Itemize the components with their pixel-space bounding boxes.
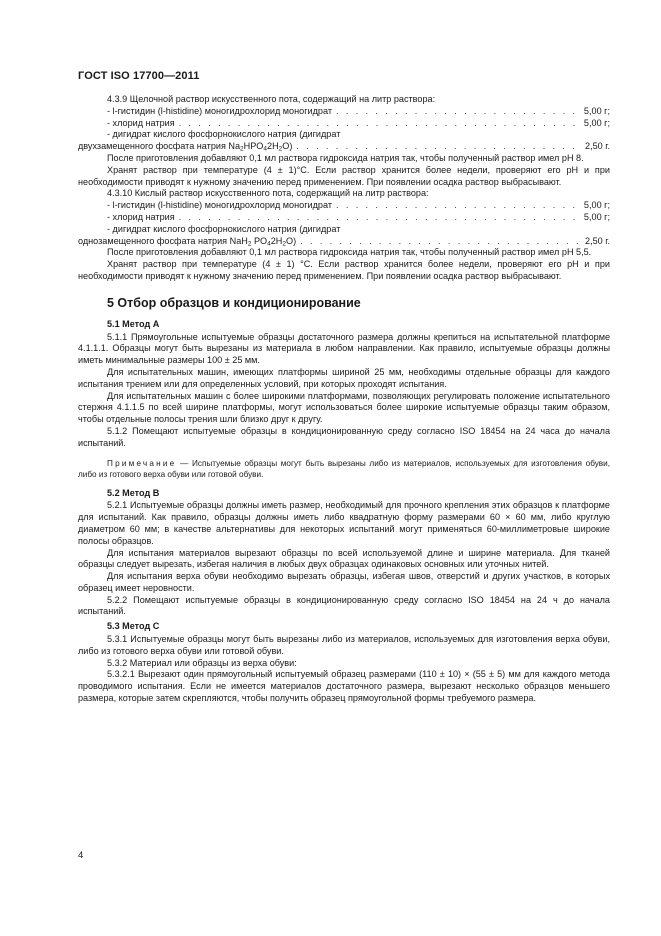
formula-part: O): [286, 235, 297, 246]
section-heading: 5 Отбор образцов и кондиционирование: [107, 295, 361, 310]
document-header: ГОСТ ISO 17700—2011: [78, 70, 200, 82]
leader-dots: [336, 200, 580, 212]
paragraph: Хранят раствор при температуре (4 ± 1)°С. Если раствор хранится более недели, проверяют его pH и при необходимости приводят к нужному значению перед применением. При появлении осадка раствор выбрасывают.: [78, 164, 610, 187]
paragraph: Для испытательных машин с более широкими платформами, позволяющих регулировать положение испытательного стержня 4.1.1.5 по всей ширине платформы, могут использоваться более широкие испытуемые образцы таким образом, чтобы отдельные полосы трения шли близко друг к другу.: [78, 390, 610, 425]
formula-part: однозамещенного фосфата натрия NaH: [78, 235, 248, 246]
note-text: — Испытуемые образцы могут быть вырезаны либо из материалов, используемых для изготовления обуви, либо из готового верха обуви или готовой обуви.: [78, 458, 610, 479]
paragraph: 5.1.1 Прямоугольные испытуемые образцы достаточного размера должны крепиться на испытательной платформе 4.1.1.1. Образцы могут быть вырезаны из материала в любом направлении. Как правило, испытуемые образцы должны иметь минимальные размеры 100 ± 25 мм.: [78, 331, 610, 366]
paragraph: После приготовления добавляют 0,1 мл раствора гидроксида натрия так, чтобы полученный раствор имел pH 8.: [107, 152, 584, 163]
ingredient-value: 5,00 г;: [583, 117, 610, 128]
ingredient-label-continued: [78, 236, 296, 248]
paragraph: Для испытательных машин, имеющих платформы шириной 25 мм, необходимы отдельные образцы для каждого испытания трением или для определенных условий, при которых проходят испытания.: [78, 366, 610, 389]
subsection-heading: 5.1 Метод А: [107, 318, 160, 329]
leader-dots: [336, 106, 580, 118]
ingredient-value: 2,50 г.: [585, 141, 610, 152]
ingredient-label: - хлорид натрия: [107, 211, 175, 222]
subscript: 2: [240, 145, 244, 153]
page-number: 4: [78, 850, 84, 861]
paragraph: После приготовления добавляют 0,1 мл раствора гидроксида натрия так, чтобы полученный раствор имел pH 5,5.: [107, 247, 592, 258]
paragraph: 5.2.2 Помещают испытуемые образцы в кондиционированную среду согласно ISO 18454 на 24 ч до начала испытаний.: [78, 594, 610, 617]
ingredient-label-first-line: - дигидрат кислого фосфорнокислого натрия (дигидрат: [107, 223, 341, 234]
ingredient-value: 2,50 г.: [585, 235, 610, 246]
paragraph: Хранят раствор при температуре (4 ± 1) °С. Если раствор хранится более недели, проверяют его pH и при необходимости приводят к нужному значению перед применением. При появлении осадка раствор выбрасывают.: [78, 259, 610, 281]
ingredient-row: [78, 200, 610, 212]
paragraph: 5.3.1 Испытуемые образцы могут быть вырезаны либо из материалов, используемых для изготовления верха обуви, либо из готового верха обуви или готовой обуви.: [78, 634, 610, 656]
ingredient-value: 5,00 г;: [583, 105, 610, 116]
leader-dots: [300, 236, 581, 248]
ingredient-row: [78, 141, 610, 153]
paragraph: 5.1.2 Помещают испытуемые образцы в кондиционированную среду согласно ISO 18454 на 24 часа до начала испытаний.: [78, 425, 610, 448]
formula-part: HPO: [243, 141, 264, 152]
note-label: Примечание: [107, 458, 177, 468]
ingredient-row: [78, 118, 610, 130]
formula-part: O): [282, 141, 293, 152]
ingredient-label-continued: [78, 141, 292, 153]
ingredient-label-first-line: - дигидрат кислого фосфорнокислого натрия (дигидрат: [107, 129, 341, 140]
document-body: [78, 94, 610, 705]
leader-dots: [296, 141, 581, 153]
paragraph: 5.2.1 Испытуемые образцы должны иметь размер, необходимый для прочного крепления этих образцов к платформе для испытаний. Как правило, образцы должны иметь либо квадратную форму размерами 60 × 60 мм, либо круглую диаметром 60 мм; в качестве альтернативы для некоторых испытаний могут применяться 60-миллиметровые широкие полосы образцов.: [78, 500, 610, 546]
note: [78, 458, 610, 480]
subscript: 4: [263, 145, 268, 153]
subscript: 2: [247, 240, 252, 248]
paragraph: 5.3.2.1 Вырезают один прямоугольный испытуемый образец размерами (110 ± 10) × (55 ± 5) мм для каждого метода проводимого испытания. Если не имеется материалов достаточного размера, вырезают несколько образцов меньшего размера, которые затем скрепляются, чтобы получить образец прямоугольной формы требуемого размера.: [78, 669, 610, 704]
paragraph: 5.3.2 Материал или образцы из верха обуви:: [107, 657, 297, 668]
ingredient-row: [78, 236, 610, 248]
ingredient-label: - l-гистидин (l-histidine) моногидрохлорид моногидрат: [107, 200, 332, 211]
clause-4-3-9-intro: 4.3.9 Щелочной раствор искусственного пота, содержащий на литр раствора:: [107, 94, 436, 104]
subscript: 4: [267, 240, 271, 248]
leader-dots: [179, 212, 580, 224]
ingredient-row: [78, 212, 610, 224]
subsection-heading: 5.2 Метод В: [107, 487, 160, 498]
paragraph: Для испытания верха обуви необходимо вырезать образцы, избегая швов, отверстий и других участков, в которых образец имеет неровности.: [78, 571, 610, 593]
ingredient-label: - хлорид натрия: [107, 117, 175, 128]
subsection-heading: 5.3 Метод С: [107, 621, 160, 632]
ingredient-label: - l-гистидин (l-histidine) моногидрохлорид моногидрат: [107, 105, 332, 116]
formula-part: PO: [251, 235, 268, 246]
subscript: 2: [278, 145, 283, 153]
ingredient-row: [78, 106, 610, 118]
formula-part: 2H: [270, 235, 283, 246]
ingredient-value: 5,00 г;: [583, 211, 610, 222]
formula-part: двухзамещенного фосфата натрия Na: [78, 141, 241, 152]
clause-4-3-10-intro: 4.3.10 Кислый раствор искусственного пота, содержащий на литр раствора:: [107, 188, 429, 199]
formula-part: 2H: [267, 141, 279, 152]
paragraph: Для испытания материалов вырезают образцы по всей используемой длине и ширине материала. Для тканей образцы следует вырезать, избегая наличия в любых двух образцах одинаковых основных или уточных нитей.: [78, 547, 610, 570]
leader-dots: [179, 118, 580, 130]
subscript: 2: [282, 240, 286, 248]
ingredient-value: 5,00 г;: [583, 200, 610, 211]
